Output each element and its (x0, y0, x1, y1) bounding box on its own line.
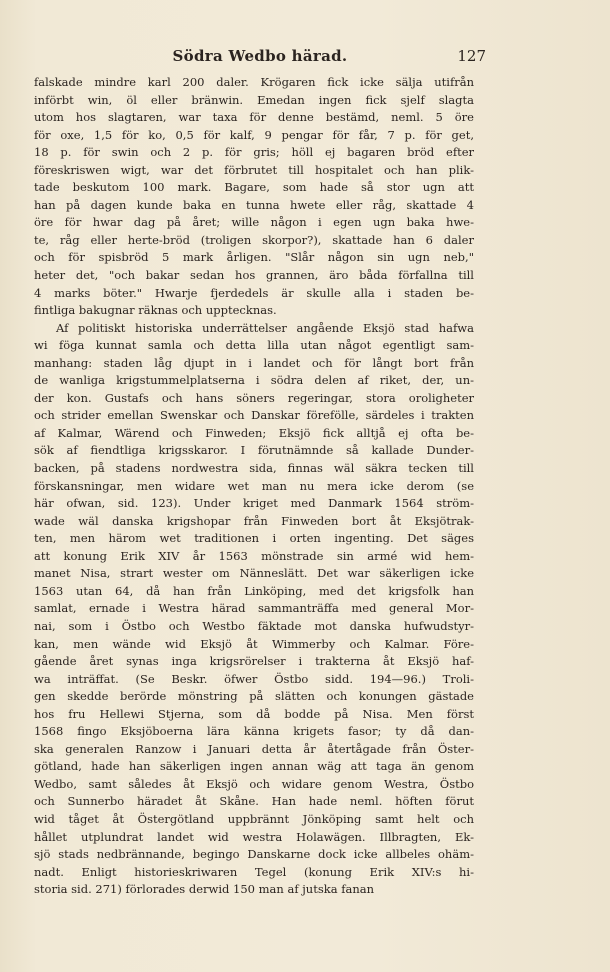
text-line: för oxe, 1,5 för ko, 0,5 för kalf, 9 pengar för får, 7 p. för get, (34, 127, 474, 142)
text-line: kan, men wände wid Eksjö åt Wimmerby och Kalmar. Före- (34, 636, 474, 651)
text-line: af Kalmar, Wärend och Finweden; Eksjö fick alltjå ej ofta be- (34, 425, 474, 440)
text-line: gen skedde berörde mönstring på slätten och konungen gästade (34, 689, 474, 704)
text-line: wa inträffat. (Se Beskr. öfwer Östbo sidd. 194—96.) Troli- (34, 671, 474, 686)
text-line: te, råg eller herte-bröd (troligen skorpor?), skattade han 6 daler (34, 232, 474, 247)
text-line: de wanliga krigstummelplatserna i södra delen af riket, der, un- (34, 373, 474, 388)
text-line: införbt win, öl eller bränwin. Emedan ingen fick sjelf slagta (34, 92, 474, 107)
text-line: ska generalen Ranzow i Januari detta år återtågade från Öster- (34, 741, 474, 756)
page-number: 127 (457, 47, 486, 65)
text-line: nadt. Enligt historieskriwaren Tegel (konung Erik XIV:s hi- (34, 864, 474, 879)
text-line: 4 marks böter." Hwarje fjerdedels är skulle alla i staden be- (34, 285, 474, 300)
running-title: Södra Wedbo härad. (172, 47, 348, 65)
text-line: der kon. Gustafs och hans söners regeringar, stora oroligheter (34, 390, 474, 405)
text-line: manhang: staden låg djupt in i landet och för långt bort från (34, 355, 474, 370)
text-line: 1563 utan 64, då han från Linköping, med det krigsfolk han (34, 583, 474, 598)
text-line: sök af fiendtliga krigsskaror. I förutnämnde så kallade Dunder- (34, 443, 474, 458)
text-line: storia sid. 271) förlorades derwid 150 man af jutska fanan (34, 882, 374, 897)
text-line: Af politiskt historiska underrättelser angående Eksjö stad hafwa (56, 320, 474, 335)
text-line: han på dagen kunde baka en tunna hwete eller råg, skattade 4 (34, 197, 474, 212)
text-line: tade beskutom 100 mark. Bagare, som hade så stor ugn att (34, 180, 474, 195)
text-line: falskade mindre karl 200 daler. Krögaren fick icke sälja utifrån (34, 75, 474, 89)
paragraph (34, 74, 474, 320)
text-line: fintliga bakugnar räknas och upptecknas. (34, 303, 277, 318)
text-line: hållet utplundrat landet wid westra Holawägen. Illbragten, Ek- (34, 829, 474, 844)
text-line: manet Nisa, strart wester om Nänneslätt. Det war säkerligen icke (34, 566, 474, 581)
text-line: utom hos slagtaren, war taxa för denne bestämd, neml. 5 öre (34, 110, 474, 125)
text-line: heter det, "och bakar sedan hos grannen, äro båda förfallna till (34, 268, 474, 283)
text-line: att konung Erik XIV år 1563 mönstrade sin armé wid hem- (34, 548, 474, 563)
text-line: götland, hade han säkerligen ingen annan wäg att taga än genom (34, 759, 474, 774)
text-line: här ofwan, sid. 123). Under kriget med Danmark 1564 ström- (34, 496, 474, 511)
text-line: wid tåget åt Östergötland uppbrännt Jönköping samt helt och (34, 811, 474, 826)
text-line: 1568 fingo Eksjöboerna lära känna krigets fasor; ty då dan- (34, 724, 474, 739)
text-line: ten, men härom wet traditionen i orten ingenting. Det säges (34, 531, 474, 546)
text-line: gående året synas inga krigsrörelser i trakterna åt Eksjö haf- (34, 654, 474, 669)
text-line: samlat, ernade i Westra härad sammanträffa med general Mor- (34, 601, 474, 616)
page-header (34, 44, 486, 68)
text-line: 18 p. för swin och 2 p. för gris; höll ej bagaren bröd efter (34, 145, 474, 160)
text-line: nai, som i Östbo och Westbo fäktade mot danska hufwudstyr- (34, 618, 474, 633)
text-line: backen, på stadens nordwestra sida, finnas wäl säkra tecken till (34, 461, 474, 476)
text-line: Wedbo, samt således åt Eksjö och widare genom Westra, Östbo (34, 776, 474, 791)
text-line: wi föga kunnat samla och detta lilla utan något egentligt sam- (34, 338, 474, 353)
text-line: sjö stads nedbrännande, begingo Danskarne dock icke allbeles ohäm- (34, 847, 474, 862)
text-line: föreskriswen wigt, war det förbrutet till hospitalet och han plik- (34, 162, 474, 177)
text-line: och strider emellan Swenskar och Danskar förefölle, särdeles i trakten (34, 408, 474, 423)
body-text (34, 74, 474, 899)
text-line: hos fru Hellewi Stjerna, som då bodde på Nisa. Men först (34, 706, 474, 721)
paragraph (34, 320, 474, 899)
text-line: wade wäl danska krigshopar från Finweden bort åt Eksjötrak- (34, 513, 474, 528)
text-line: förskansningar, men widare wet man nu mera icke derom (se (34, 478, 474, 493)
text-line: och för spisbröd 5 mark årligen. "Slår någon sin ugn neb," (34, 250, 474, 265)
text-line: och Sunnerbo häradet åt Skåne. Han hade neml. höften förut (34, 794, 474, 809)
text-line: öre för hwar dag på året; wille någon i egen ugn baka hwe- (34, 215, 474, 230)
